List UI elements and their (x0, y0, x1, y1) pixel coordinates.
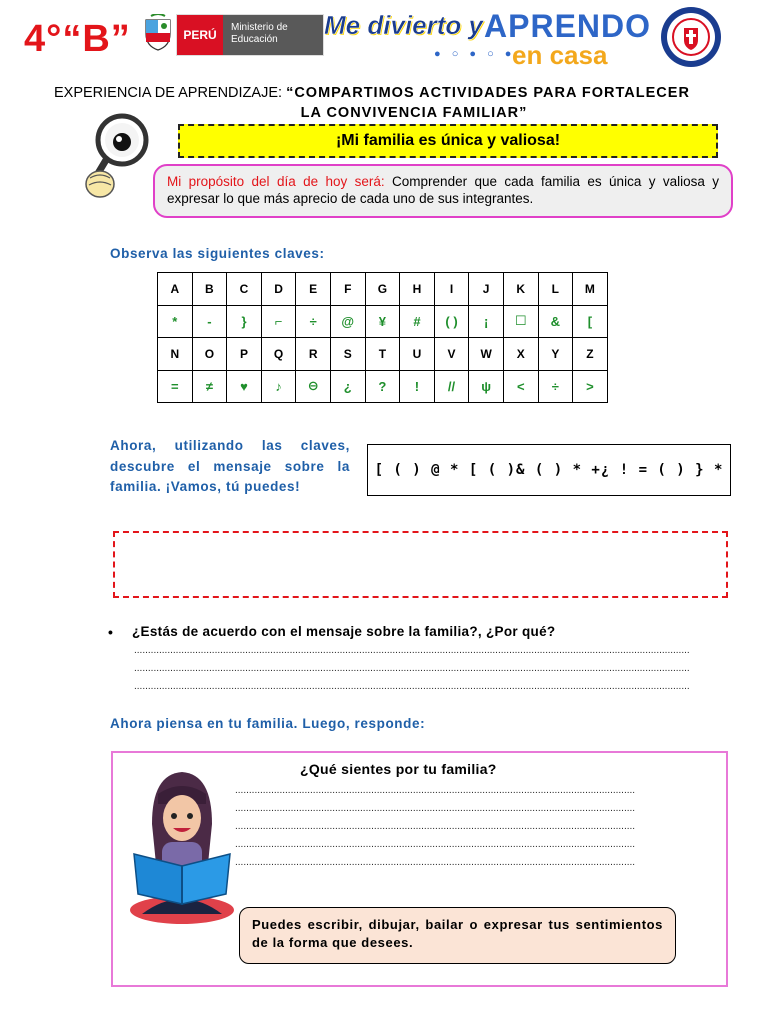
think-family-label: Ahora piensa en tu familia. Luego, responde: (110, 716, 426, 731)
key-symbol: # (400, 305, 435, 338)
key-symbol: = (158, 370, 193, 403)
expression-hint: Puedes escribir, dibujar, bailar o expresar tus sentimientos de la forma que desees. (239, 907, 676, 964)
banner-text-2: APRENDO (484, 8, 652, 44)
purpose-text: Comprender que cada familia es única y valiosa y expresar lo que más aprecio de cada uno de sus integrantes. (167, 174, 719, 206)
key-symbol: - (192, 305, 227, 338)
key-symbol: ⌐ (261, 305, 296, 338)
key-symbol: ≠ (192, 370, 227, 403)
key-letter: O (192, 338, 227, 371)
answer-line[interactable]: ................................................................................................................................................ (235, 839, 636, 850)
question-agreement: ¿Estás de acuerdo con el mensaje sobre la familia?, ¿Por qué? (132, 624, 556, 639)
key-letter: H (400, 273, 435, 306)
slogan-banner: ¡Mi familia es única y valiosa! (178, 124, 718, 158)
national-coat-of-arms-icon (143, 14, 173, 52)
key-letter: V (434, 338, 469, 371)
key-symbol: ¡ (469, 305, 504, 338)
key-letter: K (503, 273, 538, 306)
key-letter: G (365, 273, 400, 306)
key-letter: D (261, 273, 296, 306)
experience-title-line1: “COMPARTIMOS ACTIVIDADES PARA FORTALECER (286, 85, 690, 101)
key-letter: Y (538, 338, 573, 371)
key-letter: Q (261, 338, 296, 371)
key-symbol: ÷ (296, 305, 331, 338)
key-letter: T (365, 338, 400, 371)
school-seal-icon (660, 6, 722, 68)
decoded-answer-area[interactable] (113, 531, 728, 598)
answer-line[interactable]: ................................................................................................................................................ (235, 785, 636, 796)
purpose-lead: Mi propósito del día de hoy será: (167, 174, 385, 189)
banner-text-3: en casa (512, 40, 608, 70)
peru-label: PERÚ (177, 15, 223, 55)
key-letter: S (330, 338, 365, 371)
key-symbol: } (227, 305, 262, 338)
key-symbol: ⊖ (296, 370, 331, 403)
key-symbol: ☐ (503, 305, 538, 338)
key-symbol: ¥ (365, 305, 400, 338)
question-answer-lines[interactable] (134, 642, 742, 696)
grade-label: 4°“B” (24, 18, 131, 60)
key-letter: A (158, 273, 193, 306)
answer-line[interactable]: ................................................................................................................................................ (235, 821, 636, 832)
key-symbol: ? (365, 370, 400, 403)
key-symbol: ♥ (227, 370, 262, 403)
symbols-row-1 (158, 305, 608, 338)
key-symbol: [ (573, 305, 608, 338)
banner-text-1: Me divierto y (324, 10, 483, 40)
experience-title-line2: LA CONVIVENCIA FAMILIAR” (300, 105, 528, 121)
key-symbol: > (573, 370, 608, 403)
key-symbol: @ (330, 305, 365, 338)
reading-girl-illustration-icon (128, 754, 236, 924)
banner-dots-icon: ● ○ ● ○ ● (434, 48, 516, 60)
key-letter: C (227, 273, 262, 306)
answer-line[interactable]: ........................................................................................................................................................................................................ (134, 663, 690, 674)
key-letter: X (503, 338, 538, 371)
key-letter: N (158, 338, 193, 371)
coded-message: [ ( ) @ * [ ( )& ( ) * +¿ ! = ( ) } * (367, 444, 731, 496)
symbols-row-2 (158, 370, 608, 403)
key-letter: R (296, 338, 331, 371)
key-symbol: ÷ (538, 370, 573, 403)
key-letter: B (192, 273, 227, 306)
key-letter: Z (573, 338, 608, 371)
key-symbol: // (434, 370, 469, 403)
feelings-answer-lines[interactable] (235, 782, 715, 872)
answer-line[interactable]: ........................................................................................................................................................................................................ (134, 681, 690, 692)
bullet-icon: • (108, 624, 113, 640)
cipher-keys-table (157, 272, 608, 403)
key-symbol: ¿ (330, 370, 365, 403)
answer-line[interactable]: ................................................................................................................................................ (235, 803, 636, 814)
key-letter: W (469, 338, 504, 371)
key-letter: P (227, 338, 262, 371)
feelings-question: ¿Qué sientes por tu familia? (300, 761, 497, 777)
key-symbol: & (538, 305, 573, 338)
answer-line[interactable]: ................................................................................................................................................ (235, 857, 636, 868)
keys-label: Observa las siguientes claves: (110, 246, 325, 261)
ministry-label: Ministerio de Educación (223, 15, 323, 55)
purpose-box (153, 164, 733, 218)
key-symbol: ♪ (261, 370, 296, 403)
key-letter: I (434, 273, 469, 306)
key-symbol: ! (400, 370, 435, 403)
key-symbol: * (158, 305, 193, 338)
answer-line[interactable]: ........................................................................................................................................................................................................ (134, 645, 690, 656)
experience-label: EXPERIENCIA DE APRENDIZAJE: (54, 85, 283, 101)
key-symbol: ( ) (434, 305, 469, 338)
program-banner (324, 8, 652, 70)
key-symbol: < (503, 370, 538, 403)
decode-instructions: Ahora, utilizando las claves, descubre el mensaje sobre la familia. ¡Vamos, tú puedes! (110, 438, 350, 494)
key-letter: F (330, 273, 365, 306)
key-letter: U (400, 338, 435, 371)
key-letter: J (469, 273, 504, 306)
ministry-logo (176, 14, 324, 56)
letters-row-1 (158, 273, 608, 306)
key-letter: L (538, 273, 573, 306)
letters-row-2 (158, 338, 608, 371)
key-symbol: ψ (469, 370, 504, 403)
key-letter: M (573, 273, 608, 306)
key-letter: E (296, 273, 331, 306)
